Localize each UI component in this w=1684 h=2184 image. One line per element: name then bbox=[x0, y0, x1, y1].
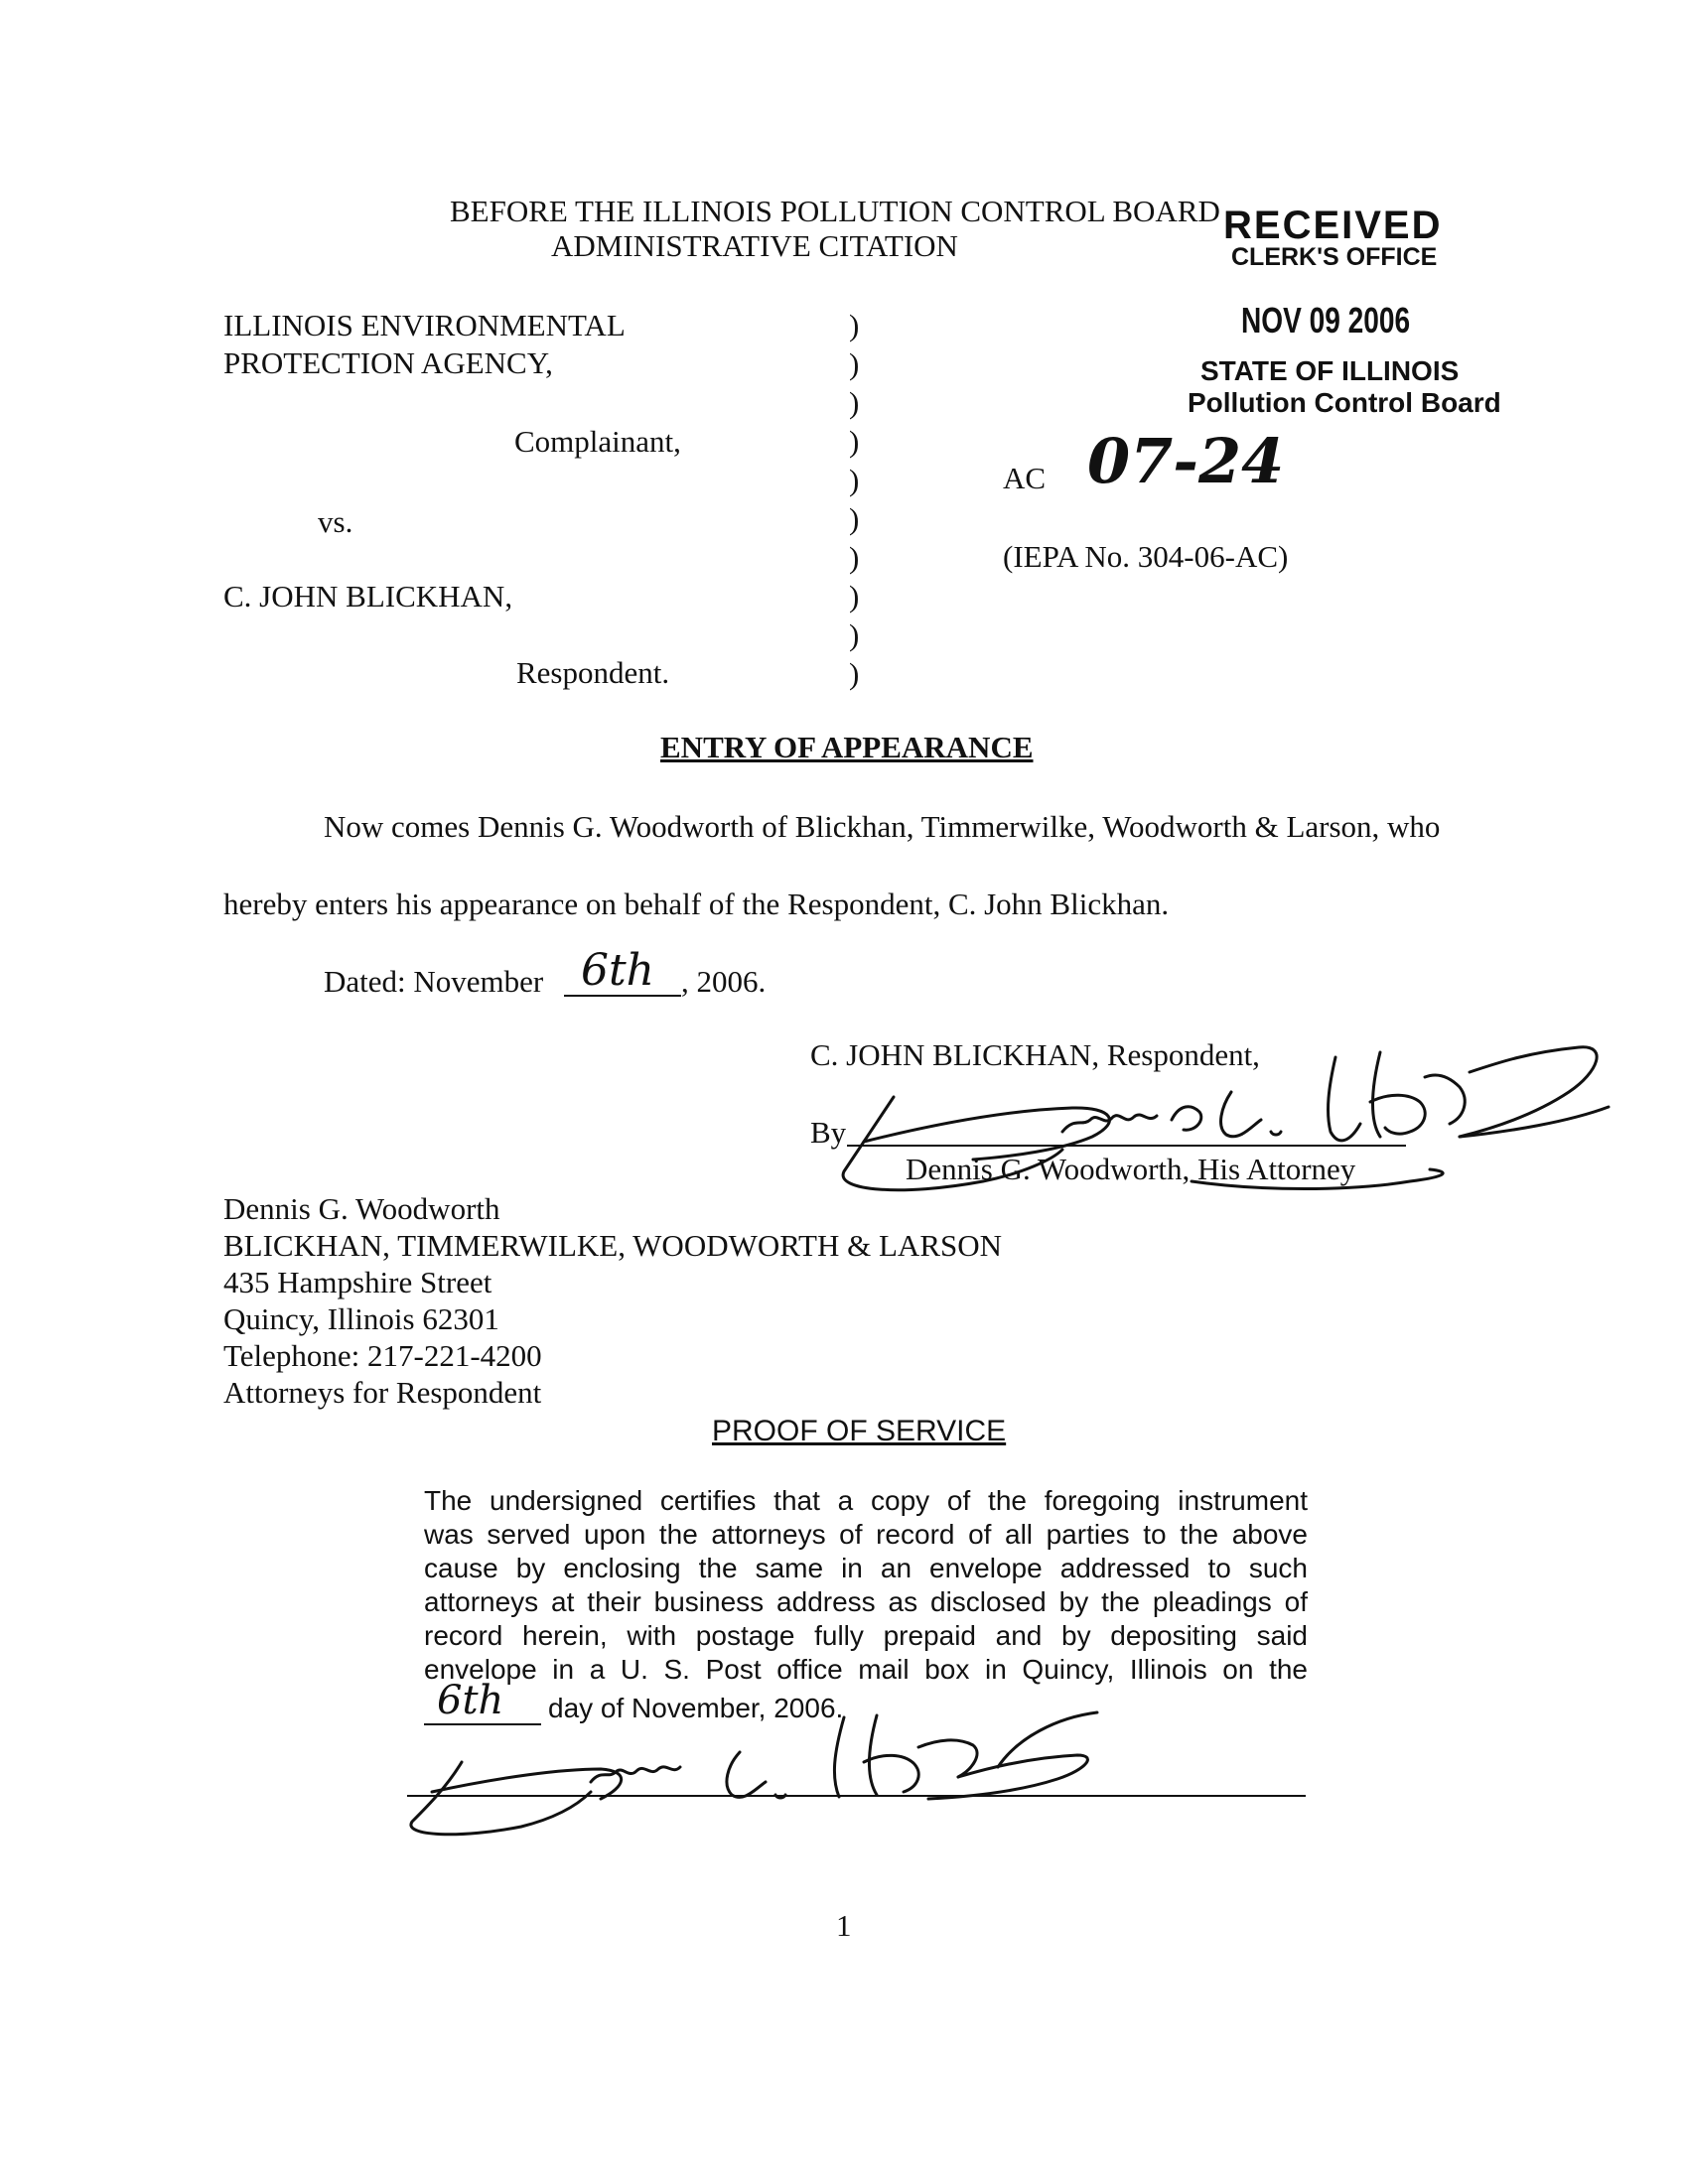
board-heading: BEFORE THE ILLINOIS POLLUTION CONTROL BOARD bbox=[450, 194, 1220, 228]
proof-line: The undersigned certifies that a copy of the foregoing instrument bbox=[424, 1485, 1308, 1516]
state-of-illinois-stamp: STATE OF ILLINOIS bbox=[1200, 355, 1460, 386]
proof-line: cause by enclosing the same in an envelope addressed to such bbox=[424, 1553, 1308, 1583]
respondent-name: C. JOHN BLICKHAN, bbox=[223, 579, 513, 614]
respondent-role: Respondent. bbox=[516, 655, 670, 690]
attorney-city: Quincy, Illinois 62301 bbox=[223, 1301, 499, 1336]
handwritten-case-number: 07-24 bbox=[1087, 425, 1285, 497]
appearance-paragraph-line1: Now comes Dennis G. Woodworth of Blickhan, Timmerwilke, Woodworth & Larson, who bbox=[324, 809, 1441, 844]
caption-paren: ) bbox=[849, 501, 860, 536]
dated-suffix: , 2006. bbox=[681, 964, 767, 999]
caption-paren: ) bbox=[849, 424, 860, 459]
caption-paren: ) bbox=[849, 617, 860, 652]
proof-line: attorneys at their business address as disclosed by the pleadings of bbox=[424, 1586, 1308, 1617]
citation-heading: ADMINISTRATIVE CITATION bbox=[551, 228, 958, 263]
appearance-paragraph-line2: hereby enters his appearance on behalf of the Respondent, C. John Blickhan. bbox=[223, 887, 1170, 921]
proof-day-suffix: day of November, 2006. bbox=[548, 1693, 844, 1723]
clerks-office-stamp: CLERK'S OFFICE bbox=[1231, 243, 1438, 271]
attorney-role: Attorneys for Respondent bbox=[223, 1375, 542, 1410]
signer-caption: Dennis G. Woodworth, His Attorney bbox=[906, 1152, 1356, 1186]
pollution-control-board-stamp: Pollution Control Board bbox=[1188, 387, 1501, 418]
received-stamp: RECEIVED bbox=[1223, 204, 1443, 247]
proof-title: PROOF OF SERVICE bbox=[712, 1415, 1007, 1447]
attorney-phone: Telephone: 217-221-4200 bbox=[223, 1338, 542, 1373]
signature-by: By bbox=[810, 1115, 847, 1150]
attorney-firm: BLICKHAN, TIMMERWILKE, WOODWORTH & LARSON bbox=[223, 1228, 1003, 1263]
caption-paren: ) bbox=[849, 346, 860, 381]
caption-paren: ) bbox=[849, 308, 860, 342]
complainant-name-line2: PROTECTION AGENCY, bbox=[223, 345, 553, 380]
caption-paren: ) bbox=[849, 656, 860, 691]
attorney-signature bbox=[814, 1032, 1609, 1231]
caption-paren: ) bbox=[849, 540, 860, 575]
iepa-number: (IEPA No. 304-06-AC) bbox=[1003, 539, 1289, 574]
proof-signature bbox=[402, 1707, 1196, 1846]
handwritten-day: 6th bbox=[581, 945, 655, 996]
complainant-name-line1: ILLINOIS ENVIRONMENTAL bbox=[223, 308, 626, 342]
proof-line: record herein, with postage fully prepaid and by depositing said bbox=[424, 1620, 1308, 1651]
page-number: 1 bbox=[836, 1908, 852, 1943]
caption-paren: ) bbox=[849, 463, 860, 497]
attorney-street: 435 Hampshire Street bbox=[223, 1265, 492, 1299]
dated-prefix: Dated: November bbox=[324, 964, 544, 999]
complainant-role: Complainant, bbox=[514, 424, 681, 459]
caption-paren: ) bbox=[849, 385, 860, 420]
signature-party: C. JOHN BLICKHAN, Respondent, bbox=[810, 1037, 1260, 1072]
attorney-name: Dennis G. Woodworth bbox=[223, 1191, 500, 1226]
document-title: ENTRY OF APPEARANCE bbox=[660, 730, 1034, 764]
proof-handwritten-day: 6th bbox=[437, 1678, 504, 1723]
caption-paren: ) bbox=[849, 579, 860, 614]
versus-label: vs. bbox=[318, 504, 353, 539]
received-date-stamp: NOV 09 2006 bbox=[1241, 300, 1411, 341]
proof-line: envelope in a U. S. Post office mail box in Quincy, Illinois on the bbox=[424, 1654, 1308, 1685]
proof-paragraph bbox=[424, 1484, 1308, 1687]
proof-line: was served upon the attorneys of record of all parties to the above bbox=[424, 1519, 1308, 1550]
case-prefix: AC bbox=[1003, 461, 1047, 495]
